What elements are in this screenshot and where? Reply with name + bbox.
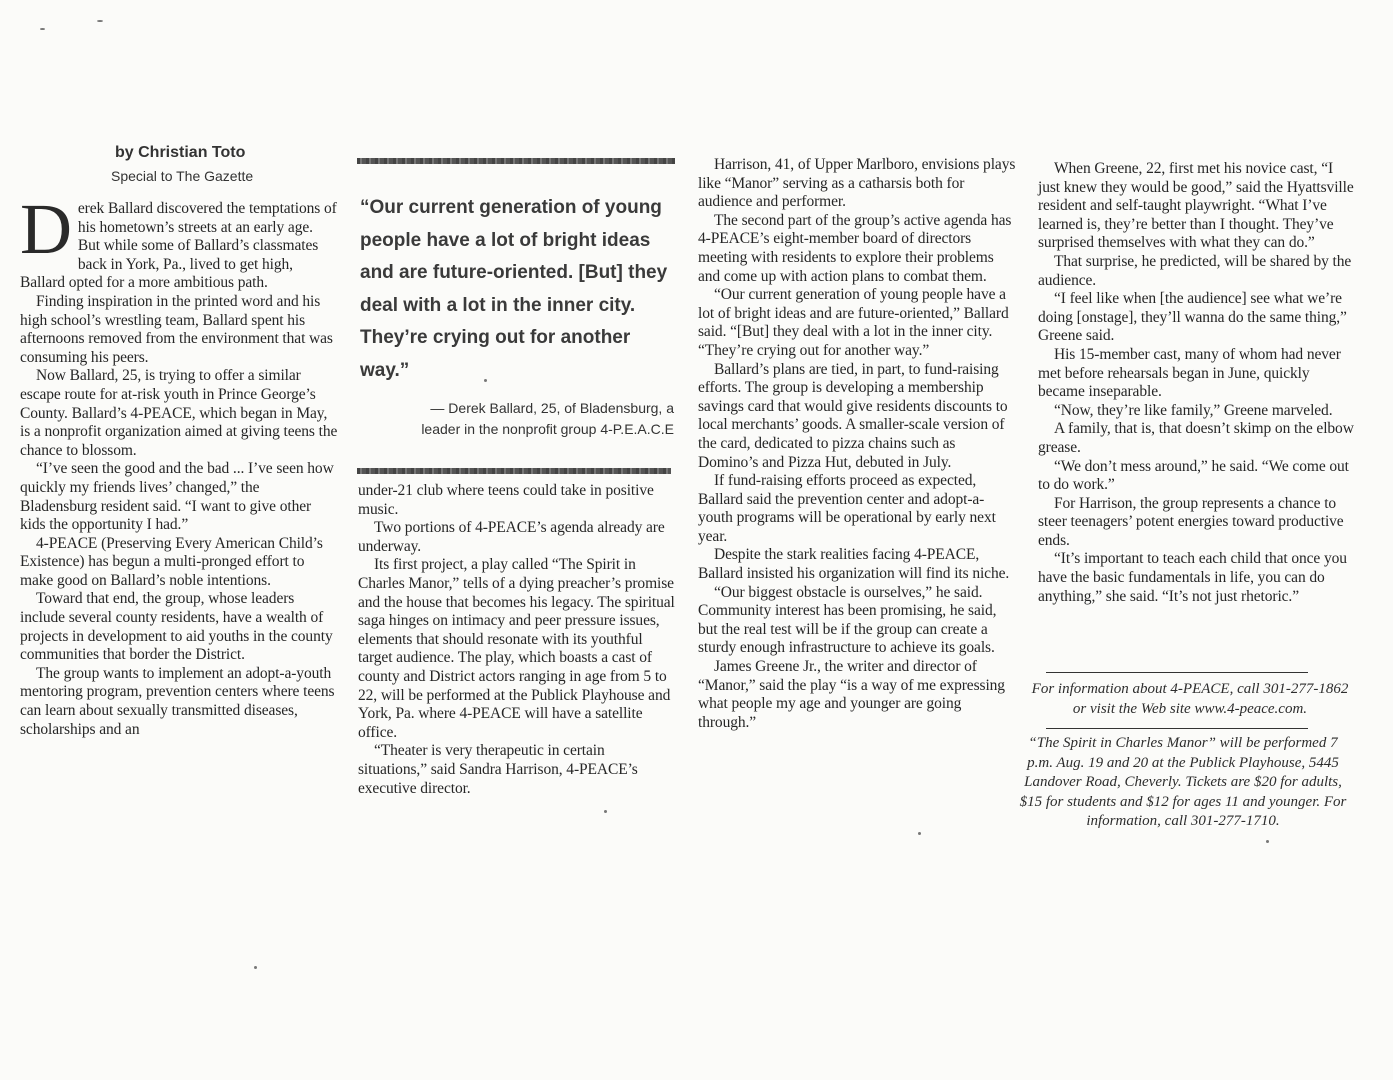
paragraph: The second part of the group’s active agenda has 4-PEACE’s eight-member board of directors meeting with residents to explore their problems and come up with action plans to combat them. [698,211,1012,285]
paragraph: Its first project, a play called “The Spirit in Charles Manor,” tells of a dying preacher’s promise and the house that becomes his legacy. The spiritual saga hinges on intimacy and peer pressure issues, elements that should resonate with its youthful target audience. The play, which boasts a cast of county and District actors ranging in age from 5 to 22, will be performed at the Publick Playhouse and York, Pa. where 4-PEACE will have a satellite office. [358,556,675,741]
scan-speck [40,28,45,30]
paragraph: Finding inspiration in the printed word and his high school’s wrestling team, Ballard spent his afternoons removed from the environment that was consuming his peers. [20,292,333,366]
drop-cap: D [20,189,72,269]
byline: by Christian Toto [115,144,246,161]
paragraph-text: erek Ballard discovered the temptations of his hometown’s streets at an early age. But while some of Ballard’s classmates back in York, Pa., lived to get high, Ballard opted for a more ambitious path. [20,200,337,292]
scan-speck [254,966,257,969]
scan-speck [484,379,487,382]
paragraph: “Our current generation of young people have a lot of bright ideas and are future-oriented,” Ballard said. “[But] they deal with a lot in the inner city. “They’re crying out for another way.” [698,286,1009,359]
performance-note: “The Spirit in Charles Manor” will be performed 7 p.m. Aug. 19 and 20 at the Publick Playhouse, 5445 Landover Road, Cheverly. Tickets are $20 for adults, $15 for students and $12 for ages 11 and younger. For information, call 301-277-1710. [1019,735,1347,829]
paragraph: Two portions of 4-PEACE’s agenda already are underway. [358,519,665,555]
paragraph: “We don’t mess around,” he said. “We come out to do work.” [1038,457,1349,494]
paragraph: Despite the stark realities facing 4-PEACE, Ballard insisted his organization will find its niche. [698,546,1010,583]
paragraph: under-21 club where teens could take in positive music. [358,482,654,518]
paragraph: “Theater is very therapeutic in certain situations,” said Sandra Harrison, 4-PEACE’s executive director. [358,742,638,797]
info-note: For information about 4-PEACE, call 301-277-1862 or visit the Web site www.4-peace.com. [1031,681,1349,717]
article-column-4 [1038,160,1356,606]
scan-speck [97,20,103,22]
paragraph: The group wants to implement an adopt-a-youth mentoring program, prevention centers where teens can learn about sexually transmitted diseases, scholarships and an [20,664,335,738]
article-column-2 [358,482,676,798]
paragraph: 4-PEACE (Preserving Every American Child’s Existence) has begun a multi-pronged effort to make good on Ballard’s noble intentions. [20,534,323,589]
paragraph: Now Ballard, 25, is trying to offer a similar escape route for at-risk youth in Prince George’s County. Ballard’s 4-PEACE, which began in May, is a nonprofit organization aimed at giving teens the chance to blossom. [20,367,338,459]
info-divider [1046,672,1308,673]
scan-speck [1266,840,1269,843]
paragraph: Toward that end, the group, whose leaders include several county residents, have a wealth of projects in development to aid youths in the county communities that border the District. [20,590,333,664]
paragraph: That surprise, he predicted, will be shared by the audience. [1038,252,1352,289]
article-column-3 [698,156,1016,732]
paragraph: “I feel like when [the audience] see what we’re doing [onstage], they’ll wanna do the same thing,” Greene said. [1038,290,1347,345]
scan-speck [604,810,607,813]
paragraph: Harrison, 41, of Upper Marlboro, envisions plays like “Manor” serving as a catharsis both for audience and performer. [698,156,1016,211]
pull-quote-attribution: — Derek Ballard, 25, of Bladensburg, a leader in the nonprofit group 4-P.E.A.C.E [421,400,674,437]
pull-quote: “Our current generation of young people have a lot of bright ideas and are future-oriented. [But] they deal with a lot in the inner city. They’re crying out for another way.” [360,197,668,381]
info-note-box [1028,680,1352,719]
paragraph: A family, that is, that doesn’t skimp on the elbow grease. [1038,420,1354,456]
scan-speck [918,832,921,835]
paragraph: “Our biggest obstacle is ourselves,” he said. Community interest has been promising, he said, but the real test will be if the group can create a sturdy enough infrastructure to achieve its goals. [698,583,997,657]
paragraph [20,189,338,293]
paragraph: “I’ve seen the good and the bad ... I’ve seen how quickly my friends lives’ changed,” the Bladensburg resident said. “I want to give other kids the opportunity I had.” [20,460,334,534]
paragraph: Ballard’s plans are tied, in part, to fund-raising efforts. The group is developing a membership savings card that would give residents discounts to local merchants’ goods. A smaller-scale version of the card, dedicated to pizza chains such as Domino’s and Pizza Hut, debuted in July. [698,360,1008,471]
performance-divider [1046,728,1308,729]
paragraph: James Greene Jr., the writer and director of “Manor,” said the play “is a way of me expressing what people my age and younger are going through.” [698,658,1005,731]
article-column-1 [20,189,338,739]
dateline: Special to The Gazette [111,168,254,184]
paragraph: “Now, they’re like family,” Greene marveled. [1054,401,1333,419]
paragraph: If fund-raising efforts proceed as expected, Ballard said the prevention center and adopt-a-youth programs will be operational by early next year. [698,472,996,545]
performance-note-box [1016,734,1350,832]
paragraph: “It’s important to teach each child that once you have the basic fundamentals in life, you can do anything,” she said. “It’s not just rhetoric.” [1038,550,1347,605]
paragraph: His 15-member cast, many of whom had never met before rehearsals began in June, quickly became inseparable. [1038,345,1341,401]
paragraph: For Harrison, the group represents a chance to steer teenagers’ potent energies toward productive ends. [1038,494,1344,549]
paragraph: When Greene, 22, first met his novice cast, “I just knew they would be good,” said the Hyattsville resident and self-taught playwright. “What I’ve learned is, they’re better than I thought. They’ve surprised themselves with what they can do.” [1038,160,1354,252]
pull-quote-bottom-rule [357,468,671,474]
pull-quote-top-rule [357,158,675,164]
